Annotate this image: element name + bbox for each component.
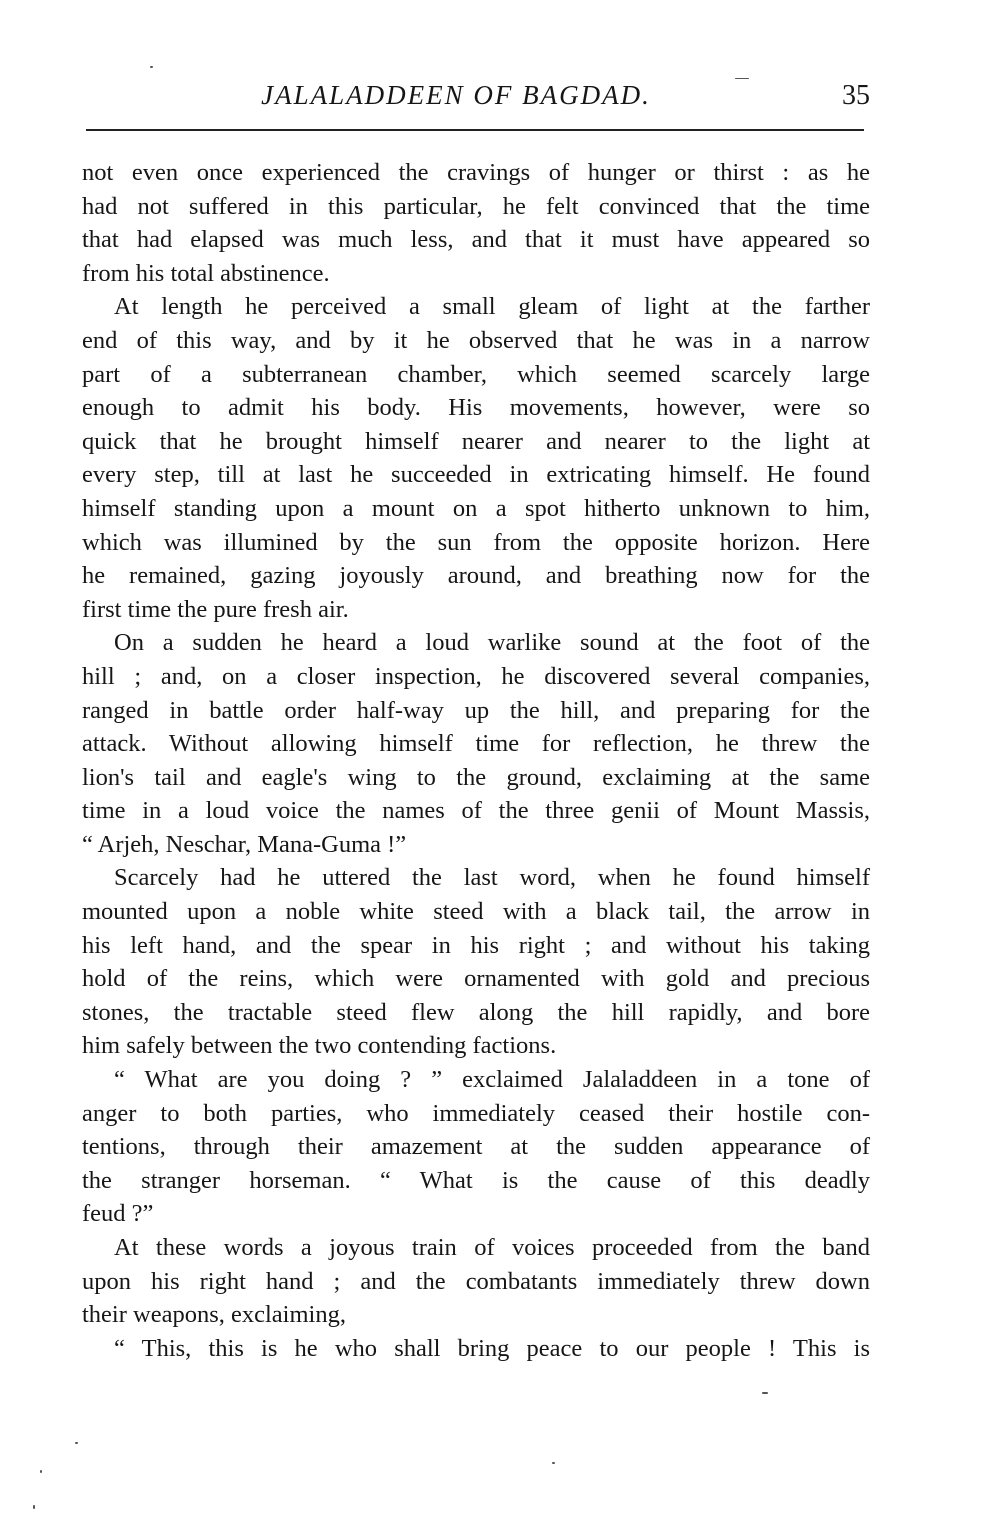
- text-line: their weapons, exclaiming,: [82, 1301, 346, 1329]
- text-line: from his total abstinence.: [82, 259, 330, 287]
- text-line: not even once experienced the cravings of hunger or thirst : as he: [82, 159, 870, 186]
- scan-speck: [735, 78, 749, 79]
- text-line: time in a loud voice the names of the three genii of Mount Massis,: [82, 797, 870, 825]
- body-text: [82, 156, 870, 1365]
- scan-speck: [150, 66, 153, 68]
- text-line: hill ; and, on a closer inspection, he discovered several companies,: [82, 662, 870, 690]
- text-line: upon his right hand ; and the combatants immediately threw down: [82, 1267, 870, 1295]
- scan-speck: [552, 1462, 555, 1464]
- text-line: hold of the reins, which were ornamented with gold and precious: [82, 965, 870, 993]
- text-line: “ What are you doing ? ” exclaimed Jalaladdeen in a tone of: [114, 1066, 870, 1094]
- text-line: stones, the tractable steed flew along the hill rapidly, and bore: [82, 998, 870, 1026]
- running-title: JALALADDEEN OF BAGDAD.: [261, 80, 651, 110]
- scan-speck: [33, 1505, 35, 1509]
- paragraph-3: [82, 626, 870, 861]
- header-rule: [86, 129, 864, 131]
- text-line: his left hand, and the spear in his right ; and without his taking: [82, 931, 870, 959]
- text-line: he remained, gazing joyously around, and breathing now for the: [82, 562, 870, 590]
- text-line: end of this way, and by it he observed that he was in a narrow: [82, 326, 870, 354]
- text-line: tentions, through their amazement at the sudden appearance of: [82, 1133, 870, 1161]
- text-line: anger to both parties, who immediately ceased their hostile con-: [82, 1099, 870, 1127]
- text-line: mounted upon a noble white steed with a black tail, the arrow in: [82, 898, 870, 926]
- text-line: the stranger horseman. “ What is the cause of this deadly: [82, 1166, 870, 1194]
- text-line: that had elapsed was much less, and that it must have appeared so: [82, 226, 870, 254]
- text-line: which was illumined by the sun from the opposite horizon. Here: [82, 528, 870, 556]
- text-line: attack. Without allowing himself time for reflection, he threw the: [82, 730, 870, 758]
- scan-speck: [762, 1392, 768, 1394]
- text-line: enough to admit his body. His movements, however, were so: [82, 394, 870, 422]
- scan-speck: [40, 1470, 42, 1473]
- text-line: every step, till at last he succeeded in extricating himself. He found: [82, 461, 870, 489]
- text-line: On a sudden he heard a loud warlike sound at the foot of the: [114, 629, 870, 657]
- text-line: lion's tail and eagle's wing to the ground, exclaiming at the same: [82, 763, 870, 791]
- text-line: had not suffered in this particular, he felt convinced that the time: [82, 192, 870, 220]
- paragraph-4: [82, 861, 870, 1063]
- text-line: first time the pure fresh air.: [82, 595, 349, 623]
- paragraph-7: [82, 1332, 870, 1366]
- paragraph-6: [82, 1231, 870, 1332]
- text-line: ranged in battle order half-way up the hill, and preparing for the: [82, 696, 870, 724]
- running-head: [82, 80, 870, 120]
- text-line: him safely between the two contending factions.: [82, 1032, 557, 1060]
- page-number: 35: [842, 80, 870, 111]
- text-line: quick that he brought himself nearer and nearer to the light at: [82, 427, 870, 455]
- text-line: At length he perceived a small gleam of light at the farther: [114, 293, 870, 321]
- paragraph-2: [82, 290, 870, 626]
- text-line: “ Arjeh, Neschar, Mana-Guma !”: [82, 830, 407, 858]
- text-line: himself standing upon a mount on a spot hitherto unknown to him,: [82, 494, 870, 522]
- scan-speck: [75, 1442, 78, 1444]
- paragraph-1: [82, 156, 870, 290]
- text-line: “ This, this is he who shall bring peace to our people ! This is: [114, 1334, 870, 1362]
- text-line: At these words a joyous train of voices proceeded from the band: [114, 1234, 870, 1261]
- paragraph-5: [82, 1063, 870, 1231]
- text-line: Scarcely had he uttered the last word, when he found himself: [114, 864, 870, 892]
- text-line: feud ?”: [82, 1200, 154, 1228]
- text-line: part of a subterranean chamber, which seemed scarcely large: [82, 360, 870, 388]
